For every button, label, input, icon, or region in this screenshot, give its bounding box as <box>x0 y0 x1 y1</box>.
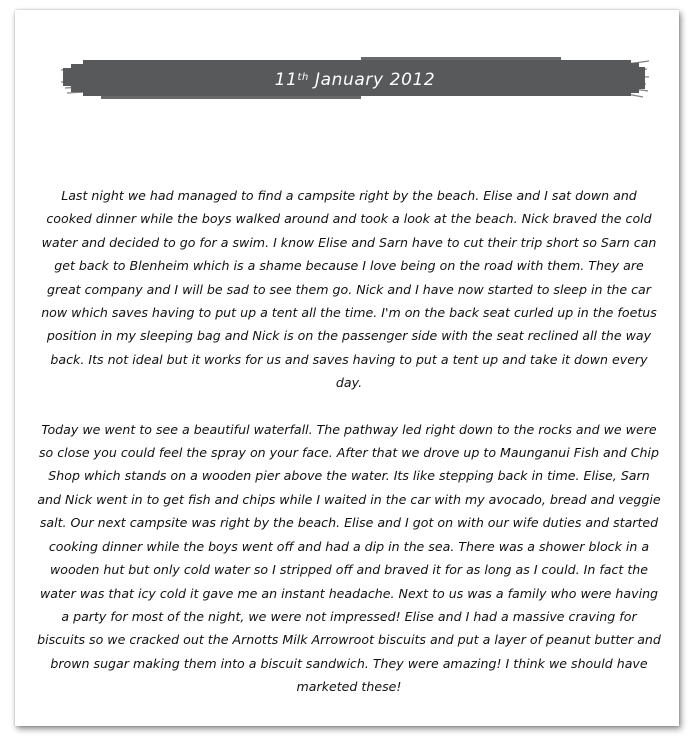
entry-date <box>61 54 649 102</box>
date-banner <box>61 54 649 102</box>
entry-paragraph-1: Last night we had managed to find a campsite right by the beach. Elise and I sat down and cooked dinner while the boys walked around and took a look at the beach. Nick braved the cold water and decided to go for a swim. I know Elise and Sarn have to cut their trip short so Sarn can get back to Blenheim which is a shame because I love being on the road with them. They are great company and I will be sad to see them go. Nick and I have now started to sleep in the car now which saves having to put up a tent all the time. I'm on the back seat curled up in the foetus position in my sleeping bag and Nick is on the passenger side with the seat reclined all the way back. Its not ideal but it works for us and saves having to put a tent up and take it down every day. <box>41 188 657 391</box>
date-month-year: January 2012 <box>315 70 436 90</box>
journal-entry-body <box>37 184 661 722</box>
date-day: 11 <box>274 70 298 90</box>
entry-paragraph-2: Today we went to see a beautiful waterfall. The pathway led right down to the rocks and we were so close you could feel the spray on your face. After that we drove up to Maunganui Fish and Chip Shop which stands on a wooden pier above the water. Its like stepping back in time. Elise, Sarn and Nick went in to get fish and chips while I waited in the car with my avocado, bread and veggie salt. Our next campsite was right by the beach. Elise and I got on with our wife duties and started cooking dinner while the boys went off and had a dip in the sea. There was a shower block in a wooden hut but only cold water so I stripped off and braved it for as long as I could. In fact the water was that icy cold it gave me an instant headache. Next to us was a family who were having a party for most of the night, we were not impressed! Elise and I had a massive craving for biscuits so we cracked out the Arnotts Milk Arrowroot biscuits and put a layer of peanut butter and brown sugar making them into a biscuit sandwich. They were amazing! I think we should have marketed these! <box>37 421 661 695</box>
journal-page <box>15 10 679 726</box>
date-day-suffix: th <box>297 72 309 83</box>
